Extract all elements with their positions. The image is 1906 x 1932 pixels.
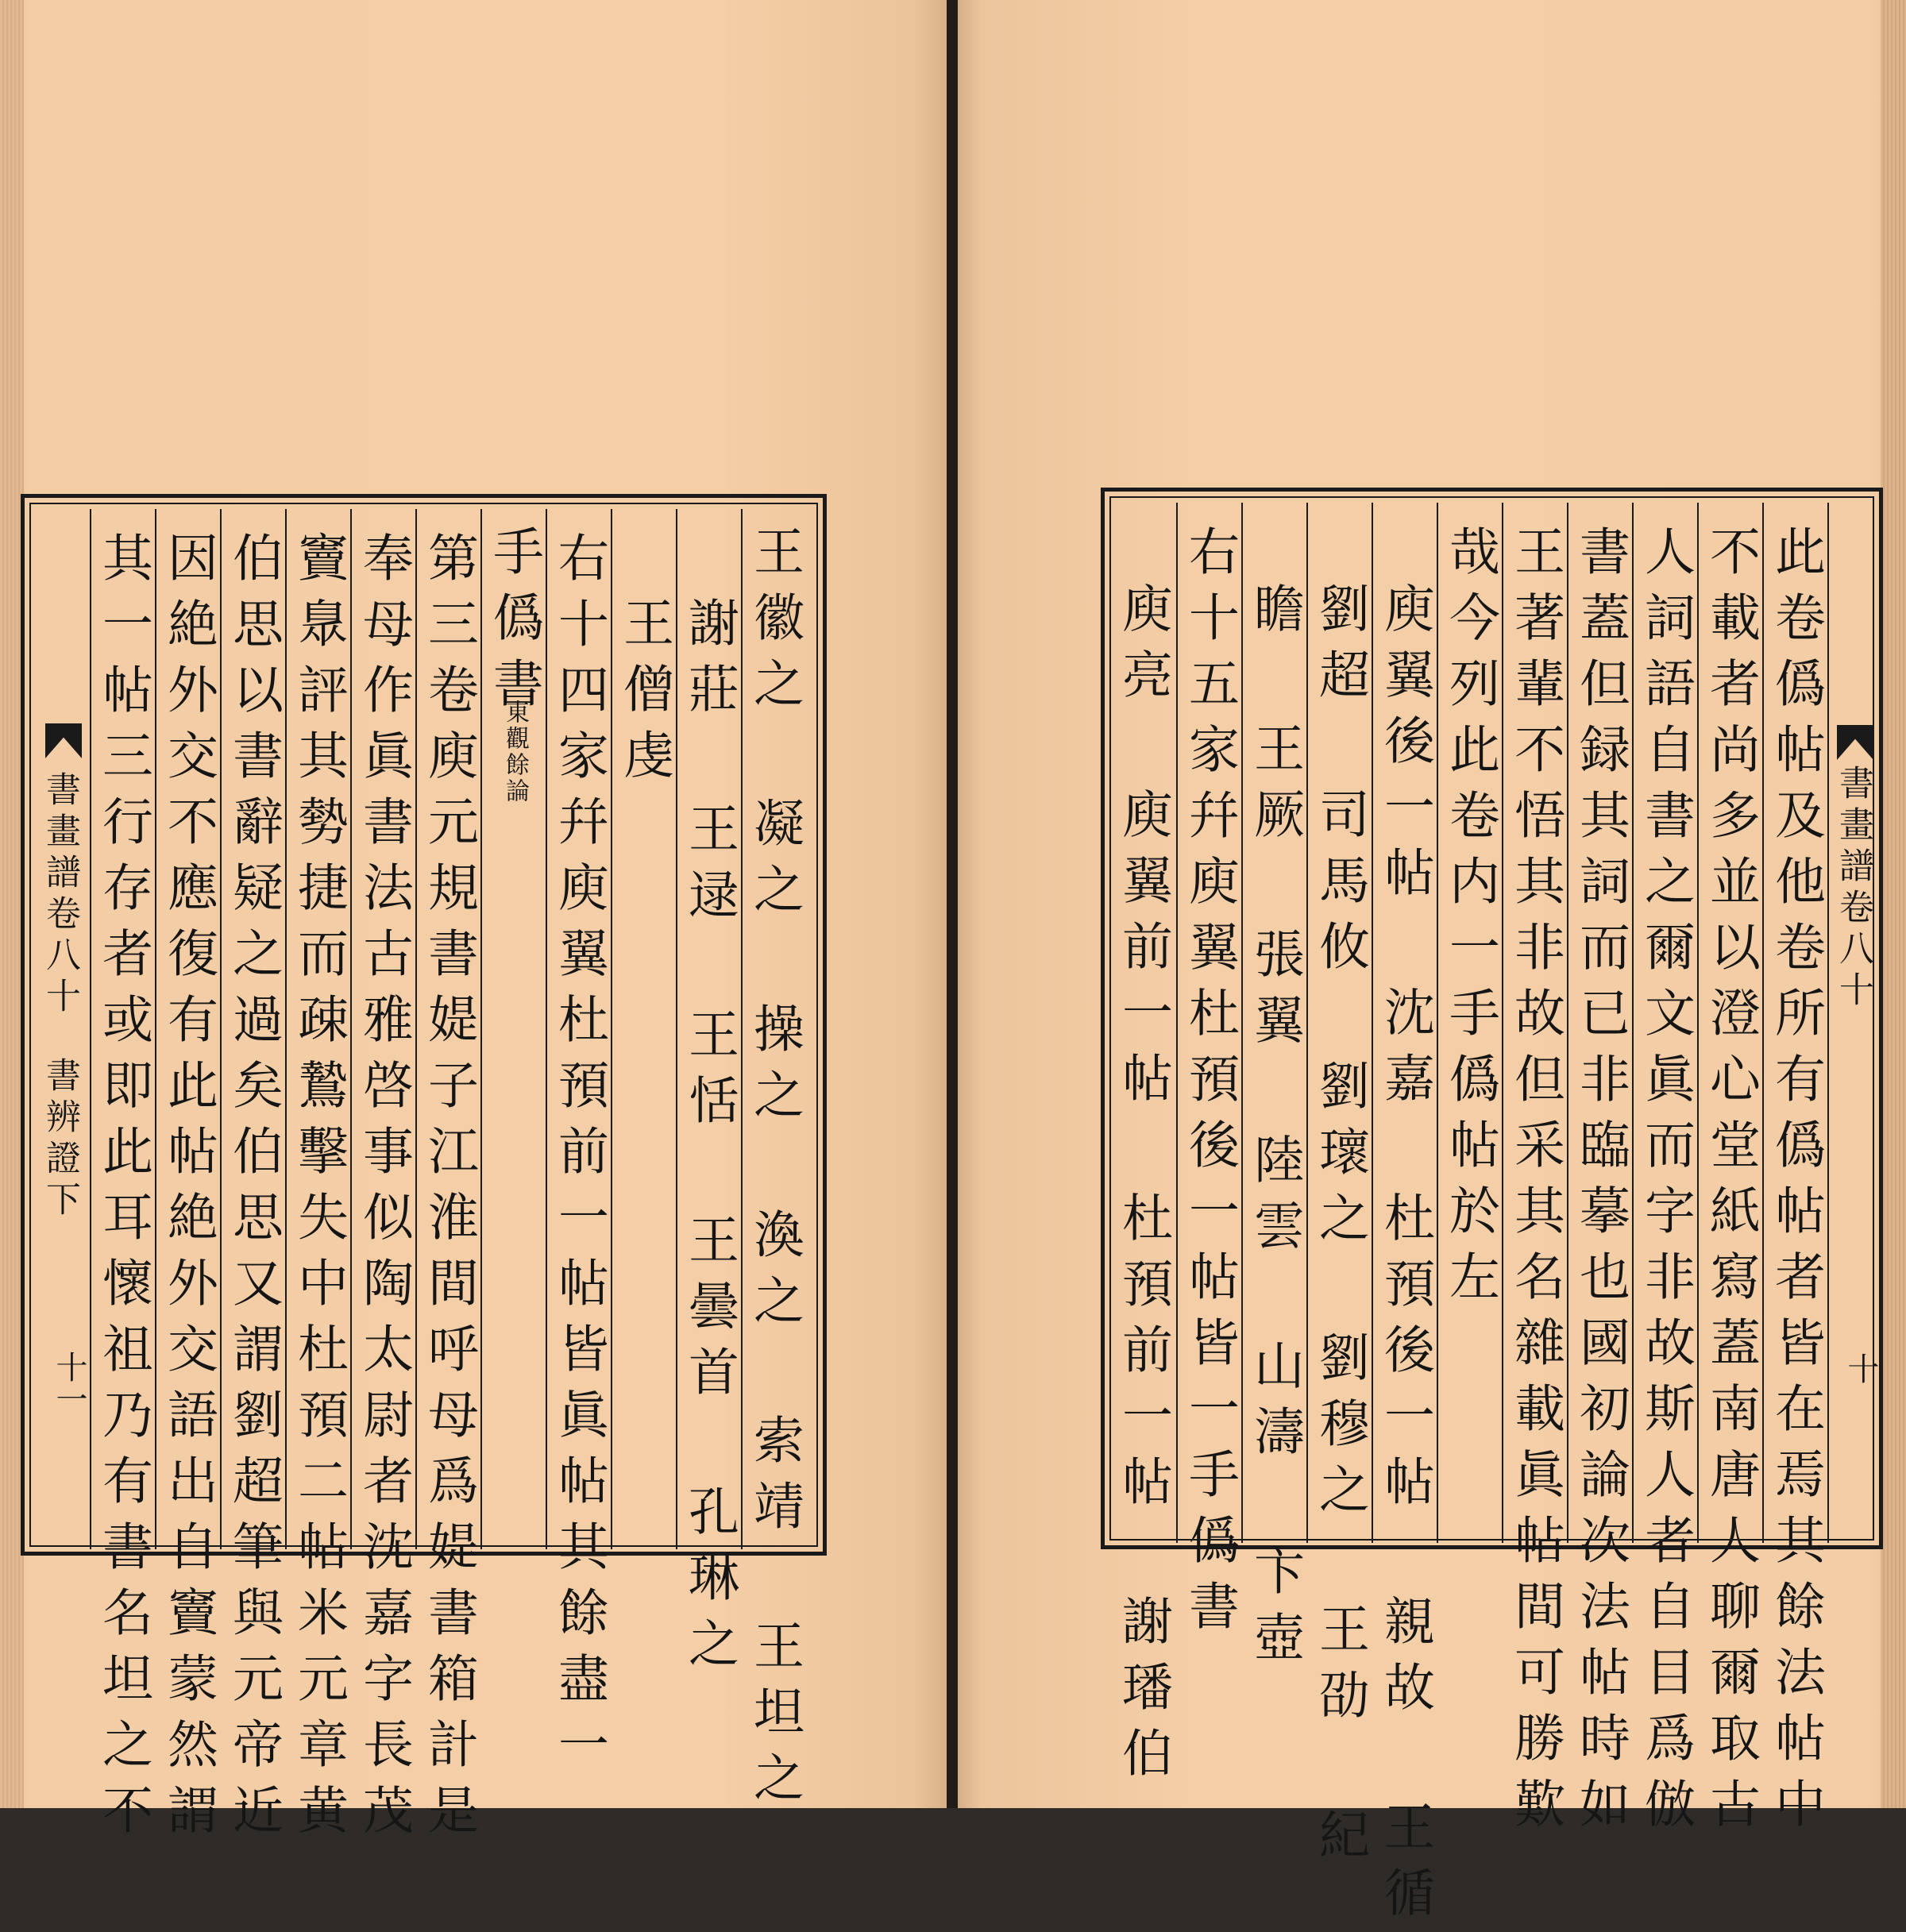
left-column-5 xyxy=(480,509,546,1549)
left-column-6 xyxy=(415,509,480,1849)
right-col-text: 哉今列此卷内一手僞帖於左 xyxy=(1441,525,1499,1316)
left-col-text: 右十四家幷庾翼杜預前一帖皆眞帖其餘盡一 xyxy=(550,531,608,1784)
right-center-column xyxy=(1827,503,1877,1543)
left-col-text: 王僧虔 xyxy=(615,596,673,794)
right-col-text: 不載者尚多並以澄心堂紙寫蓋南唐人聊爾取古 xyxy=(1701,525,1760,1843)
right-column-4 xyxy=(1567,503,1632,1843)
book-gutter xyxy=(947,0,958,1808)
right-center-title: 書畫譜卷八十 xyxy=(1833,765,1873,1012)
right-page-edge xyxy=(1881,0,1906,1808)
right-column-1 xyxy=(1762,503,1827,1843)
left-col-text: 第三卷庾元規書媞子江淮間呼母爲媞書箱計是 xyxy=(419,531,478,1849)
right-col-text: 庾亮 庾翼前一帖 杜預前一帖 謝璠伯 xyxy=(1113,582,1172,1792)
right-column-6 xyxy=(1437,503,1502,1543)
left-column-9 xyxy=(220,509,285,1849)
left-column-8 xyxy=(285,509,350,1849)
right-col-text: 此卷僞帖及他卷所有僞帖者皆在焉其餘法帖中 xyxy=(1766,525,1825,1843)
left-col-text: 奉母作眞書法古雅啓事似陶太尉者沈嘉字長茂 xyxy=(354,531,413,1849)
left-col-text: 竇臮評其勢捷而疎鷙擊失中杜預二帖米元章黄 xyxy=(289,531,348,1849)
right-col-text: 右十五家幷庾翼杜預後一帖皆一手僞書 xyxy=(1180,525,1239,1645)
left-col-text: 其一帖三行存者或即此耳懷祖乃有書名坦之不 xyxy=(94,531,152,1849)
left-column-3 xyxy=(611,509,676,1549)
left-center-section: 書辨證下 xyxy=(40,1057,80,1222)
right-column-8 xyxy=(1306,503,1372,1874)
right-col-text: 人詞語自書之爾文眞而字非故斯人者自目爲倣 xyxy=(1636,525,1695,1843)
fishtail-mark xyxy=(1837,725,1873,760)
right-column-2 xyxy=(1697,503,1762,1843)
right-page-number: 十 xyxy=(1842,1352,1879,1384)
left-col-text: 因絶外交不應復有此帖絶外交語出自竇蒙然謂 xyxy=(159,531,218,1849)
right-column-10 xyxy=(1176,503,1241,1645)
left-col-text: 手僞書 xyxy=(484,525,543,723)
right-col-text: 書蓋但録其詞而已非臨摹也國初論次法帖時如 xyxy=(1571,525,1630,1843)
left-col-note: 東觀餘論 xyxy=(501,700,529,804)
right-column-5 xyxy=(1502,503,1567,1843)
left-column-4 xyxy=(546,509,611,1784)
left-column-10 xyxy=(155,509,220,1849)
right-column-3 xyxy=(1632,503,1697,1843)
right-text-frame xyxy=(1101,488,1883,1932)
fishtail-mark xyxy=(45,723,82,758)
right-col-text: 王著輩不悟其非故但采其名雜載眞帖間可勝歎 xyxy=(1506,525,1565,1843)
right-col-text: 劉超 司馬攸 劉瓌之 劉穆之 王劭 紀 xyxy=(1310,582,1369,1874)
left-column-1 xyxy=(741,509,819,1817)
left-text-frame xyxy=(21,494,827,1849)
right-column-7 xyxy=(1372,503,1437,1932)
left-column-7 xyxy=(350,509,415,1849)
right-col-text: 瞻 王厥 張翼 陸雲 山濤 卞壺 xyxy=(1245,582,1304,1676)
left-center-column xyxy=(31,509,85,1549)
left-column-11 xyxy=(90,509,155,1849)
left-page-number: 十一 xyxy=(51,1351,87,1414)
right-col-text: 庾翼後一帖 沈嘉 杜預後一帖 親故 王循 xyxy=(1375,582,1434,1932)
left-center-title: 書畫譜卷八十 xyxy=(40,771,80,1019)
left-col-text: 伯思以書辭疑之過矣伯思又謂劉超筆與元帝近 xyxy=(224,531,283,1849)
left-col-text: 謝莊 王逯 王恬 王曇首 孔琳之 xyxy=(680,596,739,1683)
left-column-2 xyxy=(676,509,741,1683)
right-column-9 xyxy=(1241,503,1306,1676)
left-col-text: 王徽之 凝之 操之 渙之 索靖 王坦之 xyxy=(745,525,804,1817)
right-column-11 xyxy=(1111,503,1176,1792)
